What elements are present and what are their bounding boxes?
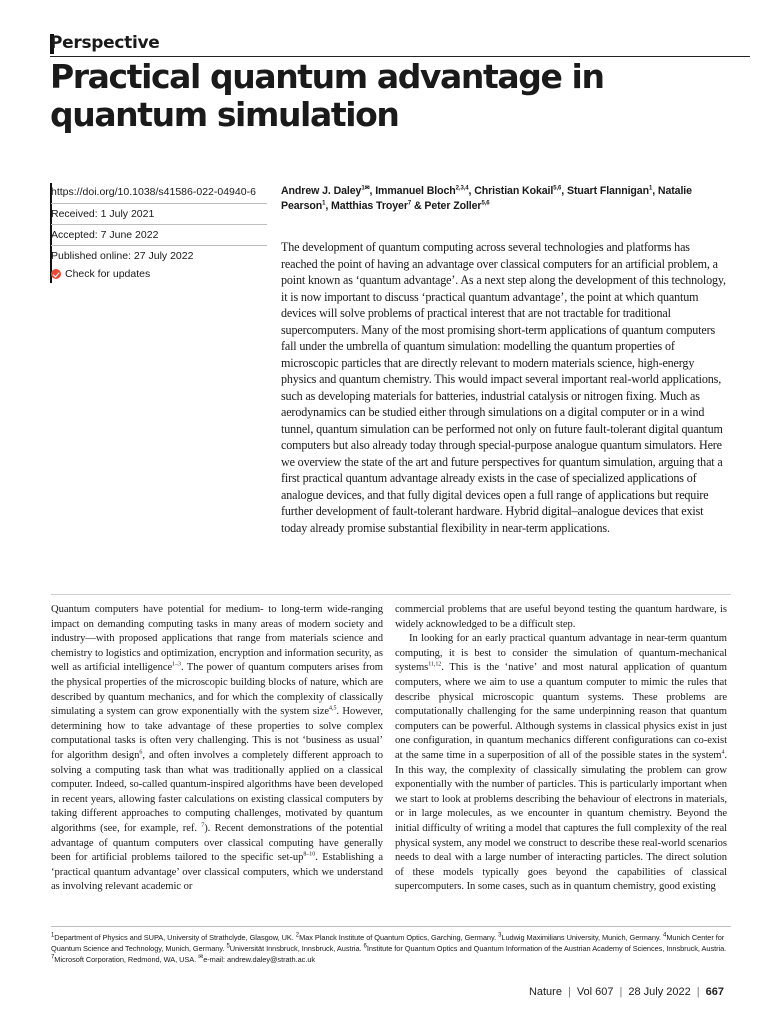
author-separator: ,	[325, 200, 332, 212]
article-title: Practical quantum advantage in quantum simulation	[50, 57, 604, 134]
text-run: . However, determining how to take advantage of these properties to solve complex computational tasks is often very challenging. This is not ‘business as usual’ for algorithm design	[51, 706, 383, 761]
citation-ref[interactable]: 4	[663, 932, 667, 939]
author-affiliation: 1	[648, 185, 653, 192]
issue-date: 28 July 2022	[628, 986, 691, 998]
author-name[interactable]: Natalie Pearson	[281, 185, 692, 212]
text-run: ). Recent demonstrations of the potential advantage of quantum computers over classical computing have generally been for artificial problems tailored to the specific set-up	[51, 822, 383, 864]
footer-separator: |	[696, 986, 700, 998]
body-column-right	[395, 603, 727, 895]
citation-ref[interactable]: 6	[139, 749, 143, 756]
journal-name: Nature	[528, 986, 562, 998]
footnote-divider	[51, 926, 731, 927]
body-divider	[51, 594, 731, 595]
body-paragraph	[395, 632, 727, 895]
text-run: Department of Physics and SUPA, University of Strathclyde, Glasgow, UK.	[54, 933, 296, 942]
author-name[interactable]: Stuart Flannigan	[566, 185, 649, 197]
author-name[interactable]: Peter Zoller	[424, 200, 482, 212]
author-affiliation: 5,6	[553, 185, 562, 192]
text-run: Microsoft Corporation, Redmond, WA, USA.	[54, 955, 199, 964]
citation-ref[interactable]: 6	[363, 943, 367, 950]
text-run: . Establishing a ‘practical quantum advantage’ over classical computers, which we understand as involving relevant academic or	[51, 852, 383, 893]
text-run: e-mail: andrew.daley@strath.ac.uk	[203, 955, 316, 964]
text-run: Quantum computers have potential for medium- to long-term wide-ranging impact on demanding computing tasks in many areas of modern society and industry—with proposed applications that range from materials science and chemistry to logistics and optimization, encryption and information security, as well as artificial intelligence	[51, 604, 383, 674]
meta-divider	[51, 203, 267, 204]
author-name[interactable]: Matthias Troyer	[331, 200, 408, 212]
author-affiliation: 1	[322, 200, 326, 207]
author-separator: ,	[369, 185, 376, 197]
author-affiliation: 5,6	[481, 200, 490, 207]
citation-ref[interactable]: 8–10	[303, 851, 316, 858]
citation-ref[interactable]: 4	[721, 749, 725, 756]
citation-ref[interactable]: 11,12	[428, 661, 442, 668]
text-run: . The power of quantum computers arises from the physical properties of the microscopic building blocks of nature, which are described by quantum mechanics, and for which the complexity of classically simulating a system can grow exponentially with the system size	[51, 662, 383, 718]
footer-separator: |	[567, 986, 571, 998]
author-separator: ,	[652, 185, 658, 197]
text-run: In looking for an early practical quantum advantage in near-term quantum computing, it is best to consider the simulation of quantum-mechanical systems	[395, 633, 727, 674]
check-updates-icon	[51, 269, 61, 279]
check-updates-button[interactable]	[51, 268, 150, 280]
affiliations-footnote	[51, 932, 731, 965]
text-run: Institute for Quantum Optics and Quantum Information of the Austrian Academy of Sciences, Innsbruck, Austria.	[366, 944, 727, 953]
author-list	[281, 184, 721, 214]
section-label: Perspective	[50, 33, 160, 53]
page-number: 667	[705, 986, 724, 998]
author-separator: ,	[561, 185, 567, 197]
author-name[interactable]: Andrew J. Daley	[281, 185, 362, 197]
body-paragraph: commercial problems that are useful beyond testing the quantum hardware, is widely acknowledged to be a difficult step.	[395, 604, 727, 630]
page-footer	[529, 986, 724, 998]
text-run: Munich Center for Quantum Science and Technology, Munich, Germany.	[51, 933, 725, 953]
citation-ref[interactable]: ✉	[198, 954, 204, 961]
citation-ref[interactable]: 2	[295, 932, 300, 939]
check-updates-label: Check for updates	[65, 268, 151, 280]
meta-divider	[51, 245, 267, 246]
text-run: . In this way, the complexity of classically simulating the problem can grow exponentially with the number of particles. This is particularly important when we start to look at problems describing the behaviour of electrons in materials, or in large molecules, as we encounter in quantum chemistry. Beyond the initial difficulty of writing a model that captures the full complexity of the real physical system, any model we construct to describe these real-world scenarios needs to deal with a large number of interacting particles. The direct solution of these models typically goes beyond the capabilities of classical supercomputers. In some cases, such as in quantum chemistry, good existing	[395, 749, 727, 893]
body-paragraph	[51, 603, 383, 895]
author-affiliation: 1✉	[361, 185, 370, 192]
citation-ref[interactable]: 1–3	[172, 661, 181, 668]
author-separator: &	[411, 200, 425, 212]
meta-divider	[51, 224, 267, 225]
accepted-date: Accepted: 7 June 2022	[51, 229, 159, 241]
body-column-left	[51, 603, 383, 895]
text-run: . This is the ‘native’ and most natural application of quantum computers, where we aim to use a quantum computer to mimic the rules that describe physical microscopic quantum systems. These problems are computationally challenging for the same underpinning reason that quantum computers can be powerful. Although systems in classical physics exist in just one configuration, in quantum mechanics different configurations can co-exist at the same time in a superposition of all of the possible states in the system	[395, 662, 727, 761]
author-affiliation: 7	[407, 200, 412, 207]
footer-separator: |	[619, 986, 623, 998]
citation-ref[interactable]: 5	[226, 943, 230, 950]
text-run: Universität Innsbruck, Innsbruck, Austria.	[229, 944, 364, 953]
published-date: Published online: 27 July 2022	[51, 250, 194, 262]
author-separator: ,	[468, 185, 475, 197]
text-run: Max Planck Institute of Quantum Optics, Garching, Germany.	[299, 933, 499, 942]
text-run: , and often involves a completely different approach to solving a computing task than what was traditionally applied on a classical computer. Indeed, so-called quantum-inspired algorithms have been developed in recent years, allowing faster calculations on existing classical computers by taking different approaches to computing challenges, motivated by quantum algorithms (see, for example, ref.	[51, 749, 384, 834]
citation-ref[interactable]: 7	[201, 822, 205, 829]
text-run: Ludwig Maximilians University, Munich, Germany.	[501, 933, 664, 942]
received-date: Received: 1 July 2021	[51, 208, 155, 220]
citation-ref[interactable]: 1	[51, 932, 55, 939]
citation-ref[interactable]: 7	[51, 954, 55, 961]
doi-link[interactable]: https://doi.org/10.1038/s41586-022-04940-6	[51, 186, 256, 198]
author-name[interactable]: Christian Kokail	[474, 185, 554, 197]
author-affiliation: 2,3,4	[455, 185, 469, 192]
citation-ref[interactable]: 4,5	[329, 705, 337, 712]
volume: Vol 607	[576, 986, 614, 998]
abstract: The development of quantum computing across several technologies and platforms has reached the point of having an advantage over classical computers for an artificial problem, a point known as ‘quantum advantage’. As a next step along the development of this technology, it is now important to discuss ‘practical quantum advantage’, the point at which quantum devices will solve problems of practical interest that are not tractable for traditional supercomputers. Many of the most promising short-term applications of quantum computers fall under the umbrella of quantum simulation: modelling the quantum properties of microscopic particles that are directly relevant to modern materials science, high-energy physics and quantum chemistry. This would impact several important real-world applications, such as developing materials for batteries, industrial catalysis or nitrogen fixing. Much as aerodynamics can be studied either through simulations on a digital computer or in a wind tunnel, quantum simulation can be performed not only on future fault-tolerant digital quantum computers but also already today through special-purpose analogue quantum simulators. Here we overview the state of the art and future perspectives for quantum simulation, arguing that a first practical quantum advantage already exists in the case of specialized applications of analogue devices, and that fully digital devices open a full range of applications but require further development of fault-tolerant hardware. Hybrid digital–analogue devices that exist today already promise substantial flexibility in near-term applications.	[281, 240, 726, 535]
author-name[interactable]: Immanuel Bloch	[375, 185, 456, 197]
citation-ref[interactable]: 3	[498, 932, 502, 939]
